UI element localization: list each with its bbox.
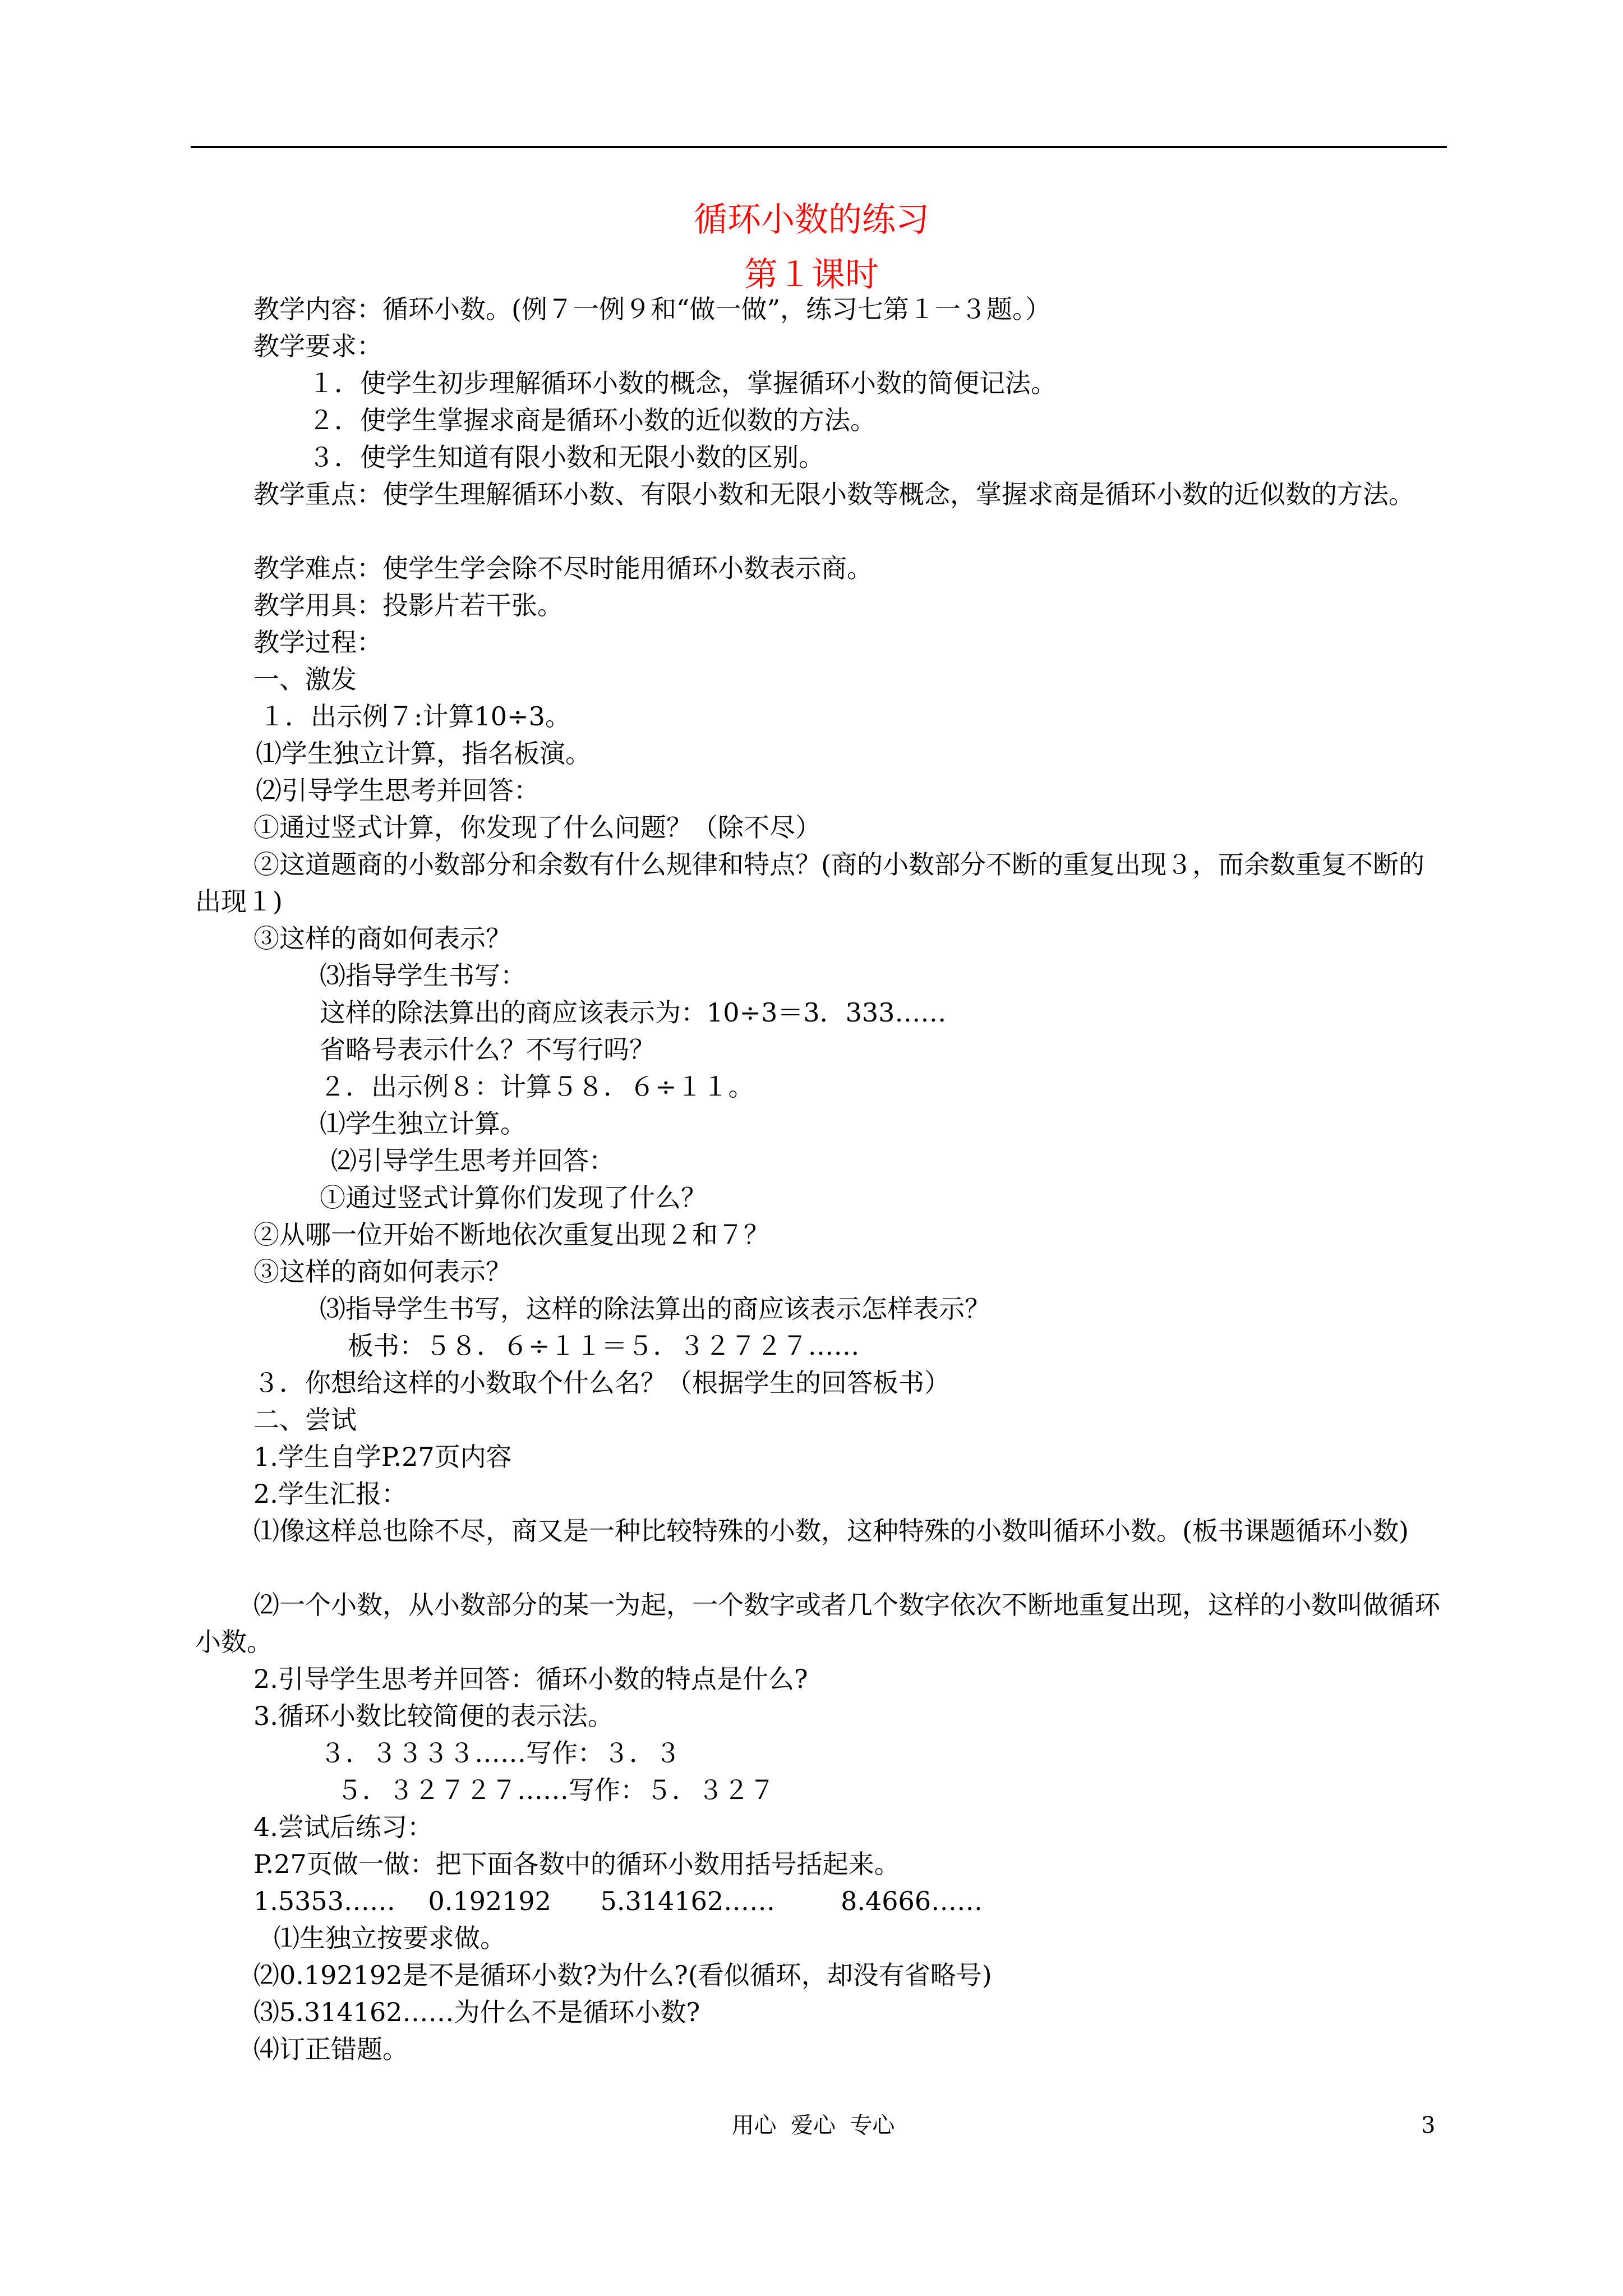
text-line: ３．３３３３……写作：３．３ [320,1738,681,1768]
text-line: １．出示例７:计算10÷3。 [259,701,571,731]
text-line: P.27页做一做：把下面各数中的循环小数用括号括起来。 [253,1849,900,1879]
text-line: ①通过竖式计算，你发现了什么问题？（除不尽） [253,812,821,843]
section-heading: 一、激发 [253,664,357,694]
text-line: 教学难点：使学生学会除不尽时能用循环小数表示商。 [253,553,873,583]
text-line: ⑴生独立按要求做。 [274,1923,506,1953]
text-line: 4.尝试后练习： [253,1812,433,1842]
text-line: ２．出示例８：计算５８．６÷１１。 [320,1071,754,1102]
text-paragraph: ②这道题商的小数部分和余数有什么规律和特点？(商的小数部分不断的重复出现３，而余数重复不断的出现１) [195,849,1424,917]
text-line: ①通过竖式计算你们发现了什么？ [320,1182,707,1213]
text-line: 1.5353…… 0.192192 5.314162…… 8.4666…… [253,1886,983,1916]
text-line: ３．使学生知道有限小数和无限小数的区别。 [308,442,824,472]
text-line: ３．你想给这样的小数取个什么名？（根据学生的回答板书） [253,1368,950,1398]
footer-motto: 用心 爱心 专心 [731,2113,895,2138]
text-line: ５．３２７２７……写作：５．３２７ [336,1775,775,1805]
text-line: ⑵0.192192是不是循环小数?为什么?(看似循环，却没有省略号) [253,1960,992,1990]
text-paragraph: ⑴像这样总也除不尽，商又是一种比较特殊的小数，这种特殊的小数叫循环小数。(板书课题循环小数) [253,1516,1409,1546]
text-line: ⑵引导学生思考并回答： [256,775,540,806]
page-number: 3 [1421,2113,1436,2138]
text-line: ⑴学生独立计算。 [320,1108,526,1139]
text-line: ③这样的商如何表示？ [253,923,511,954]
document-subtitle: 第１课时 [744,255,879,295]
text-line: 教学过程： [253,627,382,657]
text-line: １．使学生初步理解循环小数的概念，掌握循环小数的简便记法。 [308,368,1057,398]
text-line: 板书：５８．６÷１１＝５．３２７２７…… [348,1331,860,1361]
text-line: 3.循环小数比较简便的表示法。 [253,1701,614,1731]
text-line: 教学要求： [253,331,382,361]
document-title: 循环小数的练习 [694,200,929,240]
text-line: 2.学生汇报： [253,1479,407,1509]
text-line: 这样的除法算出的商应该表示为：10÷3＝3．333…… [320,997,947,1028]
text-line: ⑷订正错题。 [253,2034,408,2064]
text-line: ⑶指导学生书写，这样的除法算出的商应该表示怎样表示？ [320,1294,990,1324]
text-line: ⑶5.314162……为什么不是循环小数? [253,1997,700,2027]
text-line: 2.引导学生思考并回答：循环小数的特点是什么? [253,1664,808,1694]
text-line: 教学用具：投影片若干张。 [253,590,563,620]
text-line: 省略号表示什么？不写行吗？ [320,1034,655,1065]
header-rule [191,146,1447,148]
text-line: ③这样的商如何表示？ [253,1257,511,1287]
text-line: ②从哪一位开始不断地依次重复出现２和７？ [253,1220,769,1250]
text-line: ⑴学生独立计算，指名板演。 [256,738,591,769]
text-paragraph: 教学重点：使学生理解循环小数、有限小数和无限小数等概念，掌握求商是循环小数的近似数的方法。 [253,479,1414,509]
text-paragraph: ⑵一个小数，从小数部分的某一为起，一个数字或者几个数字依次不断地重复出现，这样的小数叫做循环小数。 [195,1590,1440,1657]
text-line: 教学内容：循环小数。(例７一例９和“做一做”，练习七第１一３题。） [253,294,1051,324]
text-line: ２．使学生掌握求商是循环小数的近似数的方法。 [308,405,876,435]
text-line: ⑶指导学生书写： [320,960,526,991]
text-line: ⑵引导学生思考并回答： [331,1145,615,1176]
section-heading: 二、尝试 [253,1405,357,1435]
text-line: 1.学生自学P.27页内容 [253,1442,512,1472]
